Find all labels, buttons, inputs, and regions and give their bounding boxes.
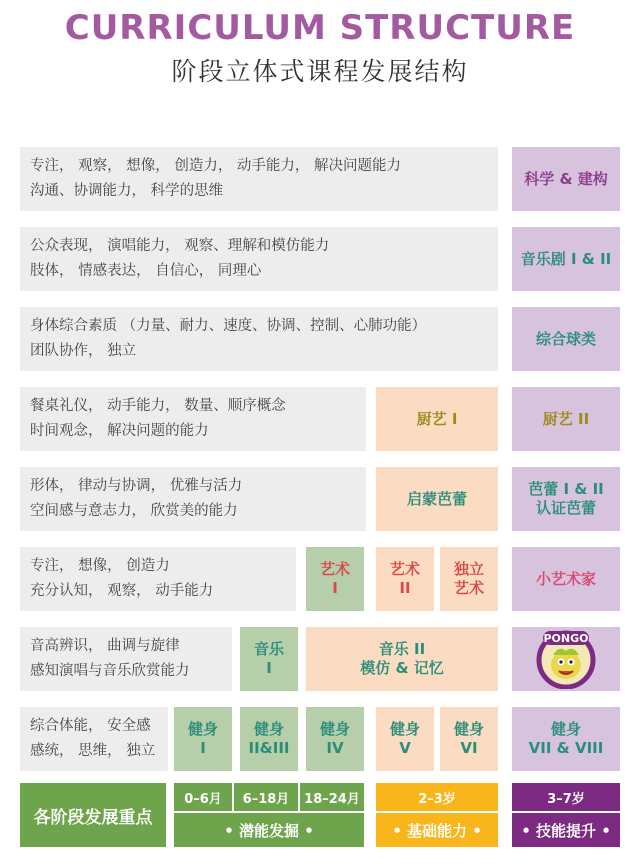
course-art-2	[376, 547, 434, 611]
age-range-text: 3–7岁	[547, 791, 585, 807]
course-label: 音乐 II	[378, 640, 426, 658]
course-label: II&III	[248, 739, 290, 757]
row-description-cooking	[20, 387, 366, 451]
desc-line: 综合体能， 安全感	[30, 718, 151, 734]
desc-line: 身体综合素质 （力量、耐力、速度、协调、控制、心肺功能）	[30, 318, 427, 334]
age-range-2-3y	[376, 783, 498, 811]
course-label: I	[266, 659, 272, 677]
course-ball-sports	[512, 307, 620, 371]
pongo-logo-icon	[529, 629, 603, 689]
course-fitness-7-8	[512, 707, 620, 771]
course-label: I	[200, 739, 206, 757]
pongo-logo-cell	[512, 627, 620, 691]
course-label: 健身	[187, 720, 218, 738]
stage-basic-skills	[376, 813, 498, 847]
stage-text: • 技能提升 •	[521, 821, 611, 840]
course-little-artist	[512, 547, 620, 611]
course-ballet-1-2	[512, 467, 620, 531]
row-description-art	[20, 547, 296, 611]
age-range-6-18m	[234, 783, 298, 811]
course-fitness-6	[440, 707, 498, 771]
desc-line: 音高辨识， 曲调与旋律	[30, 638, 180, 654]
course-label: VII & VIII	[528, 739, 604, 757]
desc-line: 团队协作， 独立	[30, 343, 137, 359]
course-fitness-1	[174, 707, 232, 771]
course-fitness-5	[376, 707, 434, 771]
stage-text: • 基础能力 •	[392, 821, 482, 840]
row-description-music	[20, 627, 232, 691]
course-label: II	[399, 579, 411, 597]
row-description-fitness	[20, 707, 168, 771]
course-label: 独立	[453, 560, 484, 578]
desc-line: 充分认知， 观察， 动手能力	[30, 583, 214, 599]
course-label: IV	[326, 739, 344, 757]
logo-text: PONGO	[543, 632, 589, 645]
desc-line: 餐桌礼仪， 动手能力， 数量、顺序概念	[30, 398, 286, 414]
course-independent-art	[440, 547, 498, 611]
course-music-1	[240, 627, 298, 691]
page-title: CURRICULUM STRUCTURE	[64, 8, 576, 48]
stage-potential-discovery	[174, 813, 364, 847]
age-range-3-7y	[512, 783, 620, 811]
course-label: 芭蕾 I & II	[528, 480, 604, 498]
desc-line: 感知演唱与音乐欣赏能力	[30, 663, 190, 679]
course-music-2	[306, 627, 498, 691]
desc-line: 形体， 律动与协调， 优雅与活力	[30, 478, 243, 494]
age-range-text: 2–3岁	[418, 791, 456, 807]
course-label: 健身	[550, 720, 581, 738]
desc-line: 沟通、协调能力， 科学的思维	[30, 183, 224, 199]
course-label: 健身	[453, 720, 484, 738]
course-label: 健身	[253, 720, 284, 738]
course-label: 音乐剧 I & II	[520, 249, 612, 268]
row-description-science	[20, 147, 498, 211]
course-label: 音乐	[253, 640, 284, 658]
course-label: 艺术	[389, 560, 420, 578]
age-range-text: 0–6月	[184, 791, 222, 807]
course-label: VI	[460, 739, 478, 757]
course-label: 科学 & 建构	[524, 169, 608, 188]
course-label: 厨艺 I	[416, 409, 458, 428]
row-description-musical	[20, 227, 498, 291]
desc-line: 专注， 想像， 创造力	[30, 558, 170, 574]
course-intro-ballet	[376, 467, 498, 531]
course-label: 厨艺 II	[542, 409, 590, 428]
age-range-text: 6–18月	[242, 791, 290, 807]
course-label: 综合球类	[535, 329, 596, 348]
age-range-0-6m	[174, 783, 232, 811]
age-range-text: 18–24月	[304, 791, 360, 807]
stage-skill-improvement	[512, 813, 620, 847]
course-label: 健身	[319, 720, 350, 738]
course-label: 认证芭蕾	[535, 499, 596, 517]
course-label: 启蒙芭蕾	[406, 489, 467, 508]
course-label: 健身	[389, 720, 420, 738]
course-label: V	[399, 739, 411, 757]
desc-line: 感统， 思维， 独立	[30, 743, 156, 759]
page-subtitle: 阶段立体式课程发展结构	[171, 57, 469, 86]
key-label-text: 各阶段发展重点	[33, 807, 153, 828]
course-musical-theatre	[512, 227, 620, 291]
course-art-1	[306, 547, 364, 611]
course-cooking-1	[376, 387, 498, 451]
desc-line: 专注， 观察， 想像， 创造力， 动手能力， 解决问题能力	[30, 158, 402, 174]
course-science-construction	[512, 147, 620, 211]
course-label: I	[332, 579, 338, 597]
desc-line: 空间感与意志力， 欣赏美的能力	[30, 503, 238, 519]
desc-line: 时间观念， 解决问题的能力	[30, 423, 209, 439]
course-fitness-4	[306, 707, 364, 771]
development-key-label	[20, 783, 166, 847]
course-label: 小艺术家	[535, 569, 596, 588]
course-cooking-2	[512, 387, 620, 451]
desc-line: 公众表现， 演唱能力， 观察、理解和模仿能力	[30, 238, 330, 254]
course-fitness-2-3	[240, 707, 298, 771]
desc-line: 肢体， 情感表达， 自信心， 同理心	[30, 263, 262, 279]
course-label: 模仿 & 记忆	[360, 659, 444, 677]
stage-text: • 潜能发掘 •	[224, 821, 314, 840]
row-description-ball-sports	[20, 307, 498, 371]
course-label: 艺术	[453, 579, 484, 597]
row-description-ballet	[20, 467, 366, 531]
course-label: 艺术	[319, 560, 350, 578]
age-range-18-24m	[300, 783, 364, 811]
